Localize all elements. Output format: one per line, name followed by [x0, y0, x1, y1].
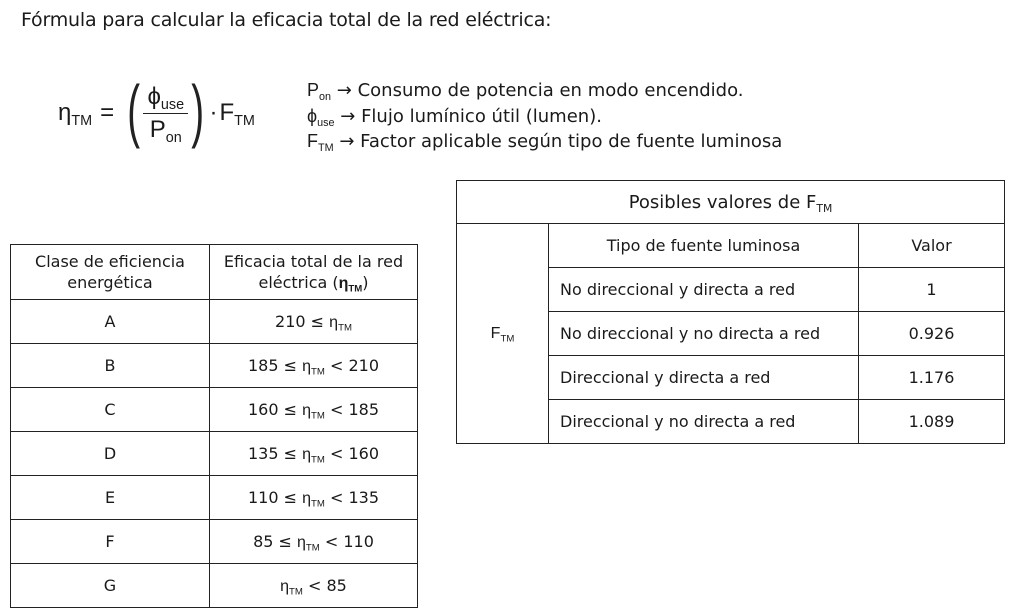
type-cell: No direccional y no directa a red: [549, 312, 859, 356]
arrow-right-icon: →: [336, 80, 352, 101]
class-cell: D: [11, 432, 210, 476]
range-cell: $135 \le \eta_{TM} < 160$: [210, 432, 418, 476]
legend-item-ftm: $F_{TM}$ → Factor aplicable según tipo de fuente luminosa: [307, 131, 783, 154]
value-cell: 1.176: [859, 356, 1005, 400]
paren-close: ): [191, 71, 205, 149]
range-cell: $\eta_{TM} < 85$: [210, 564, 418, 608]
arrow-right-icon: →: [340, 105, 356, 127]
paren-open: (: [127, 71, 141, 149]
legend-item-phi: $\phi_{use}$ → Flujo lumínico útil (lumen).: [307, 105, 602, 129]
range-cell: $110 \le \eta_{TM} < 135$: [210, 476, 418, 520]
formula-dot: ·: [209, 99, 218, 126]
class-cell: A: [11, 300, 210, 344]
table-row: [11, 520, 418, 564]
type-cell: Direccional y no directa a red: [549, 400, 859, 444]
arrow-right-icon: →: [339, 131, 355, 152]
value-cell: 0.926: [859, 312, 1005, 356]
legend-item-pon: $P_{on}$ → Consumo de potencia en modo encendido.: [307, 80, 744, 103]
table-header-row: [457, 224, 1005, 268]
ftm-row-label: $F_{TM}$: [457, 224, 549, 444]
value-cell: 1.089: [859, 400, 1005, 444]
table-row: [11, 300, 418, 344]
table-row: [11, 388, 418, 432]
header-efficacy: Eficacia total de la red eléctrica $(\eta_{TM})$: [210, 245, 418, 300]
ftm-values-table: [456, 180, 1005, 444]
formula-equals: =: [100, 99, 115, 126]
formula-fraction: [143, 83, 188, 144]
class-cell: B: [11, 344, 210, 388]
efficiency-class-table: [10, 244, 418, 608]
table-row: [11, 344, 418, 388]
type-cell: No direccional y directa a red: [549, 268, 859, 312]
page-title: Fórmula para calcular la eficacia total de la red eléctrica:: [21, 9, 552, 31]
formula-legend: [307, 78, 782, 155]
range-cell: $85 \le \eta_{TM} < 110$: [210, 520, 418, 564]
class-cell: C: [11, 388, 210, 432]
class-cell: F: [11, 520, 210, 564]
header-class: Clase de eficiencia energética: [11, 245, 210, 300]
formula: [58, 72, 255, 154]
table-row: [11, 564, 418, 608]
formula-factor: $F_{TM}$: [219, 99, 255, 130]
table-row: [11, 476, 418, 520]
formula-denominator: $P_{on}$: [149, 115, 182, 146]
range-cell: $160 \le \eta_{TM} < 185$: [210, 388, 418, 432]
formula-lhs: $\eta_{TM}$: [58, 99, 93, 130]
type-cell: Direccional y directa a red: [549, 356, 859, 400]
header-value: Valor: [859, 224, 1005, 268]
range-cell: $185 \le \eta_{TM} < 210$: [210, 344, 418, 388]
class-cell: G: [11, 564, 210, 608]
range-cell: $210 \le \eta_{TM}$: [210, 300, 418, 344]
table-caption: Posibles valores de $F_{TM}$: [457, 181, 1005, 224]
value-cell: 1: [859, 268, 1005, 312]
table-header-row: [11, 245, 418, 300]
table-caption-row: [457, 181, 1005, 224]
table-row: [11, 432, 418, 476]
header-type: Tipo de fuente luminosa: [549, 224, 859, 268]
class-cell: E: [11, 476, 210, 520]
formula-numerator: $\phi_{use}$: [143, 83, 188, 114]
